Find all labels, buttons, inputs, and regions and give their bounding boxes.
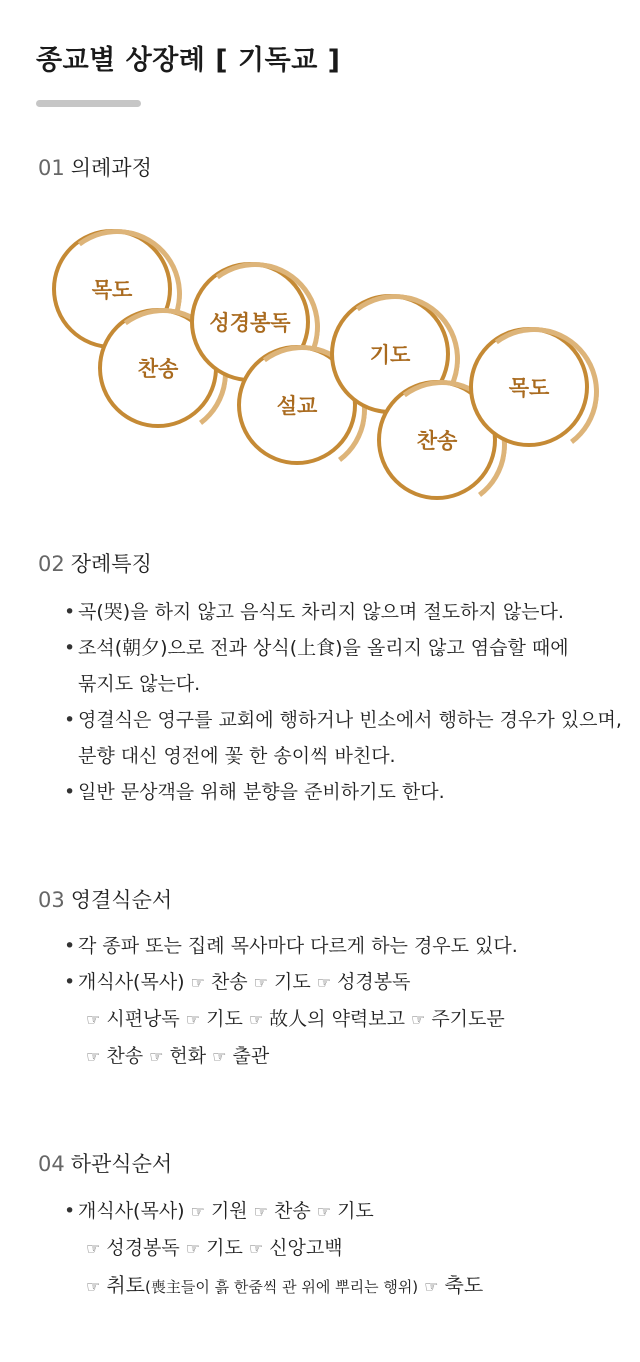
section-number: 02 xyxy=(38,552,65,576)
order-step: 찬송 xyxy=(210,971,248,993)
funeral-order-list xyxy=(64,928,518,1075)
order-step: 기원 xyxy=(210,1200,248,1222)
order-step: 기도 xyxy=(206,1237,243,1259)
pointing-hand-icon: ☞ xyxy=(248,1239,264,1258)
order-step-note: (喪主들이 흙 한줌씩 관 위에 뿌리는 행위) xyxy=(144,1278,419,1296)
page-title: 종교별 상장례 [ 기독교 ] xyxy=(36,45,341,76)
order-line-1 xyxy=(64,1193,483,1230)
section-heading-features xyxy=(38,548,152,578)
order-step: 찬송 xyxy=(274,1200,311,1222)
order-step: 주기도문 xyxy=(431,1008,505,1030)
pointing-hand-icon: ☞ xyxy=(86,1277,101,1296)
order-step: 헌화 xyxy=(169,1045,207,1067)
order-step: 기도 xyxy=(274,971,311,993)
pointing-hand-icon: ☞ xyxy=(190,1202,205,1221)
pointing-hand-icon: ☞ xyxy=(316,973,332,992)
process-step-label: 찬송 xyxy=(416,429,458,453)
order-line-2 xyxy=(64,1230,483,1267)
pointing-hand-icon: ☞ xyxy=(410,1010,426,1029)
section-number: 03 xyxy=(38,888,65,912)
list-item: • 일반 문상객을 위해 분향을 준비하기도 한다. xyxy=(64,774,622,810)
list-item-continuation: 묶지도 않는다. xyxy=(78,673,201,695)
order-step: 기도 xyxy=(337,1200,374,1222)
pointing-hand-icon: ☞ xyxy=(149,1047,164,1066)
pointing-hand-icon: ☞ xyxy=(212,1047,227,1066)
burial-order-list xyxy=(64,1193,483,1305)
pointing-hand-icon: ☞ xyxy=(248,1010,264,1029)
process-step-label: 설교 xyxy=(276,394,318,418)
order-step: 취토 xyxy=(106,1273,145,1297)
pointing-hand-icon: ☞ xyxy=(253,973,269,992)
process-step-label: 기도 xyxy=(369,343,411,367)
section-title: 의례과정 xyxy=(70,156,152,180)
order-step: 기도 xyxy=(206,1008,243,1030)
title-underline xyxy=(36,100,141,107)
pointing-hand-icon: ☞ xyxy=(86,1047,101,1066)
pointing-hand-icon: ☞ xyxy=(190,973,205,992)
list-item: • 각 종파 또는 집례 목사마다 다르게 하는 경우도 있다. xyxy=(64,928,518,964)
order-line-2 xyxy=(64,1001,518,1038)
order-step: 성경봉독 xyxy=(106,1237,180,1259)
order-line-1 xyxy=(64,964,518,1001)
section-heading-funeral-order xyxy=(38,884,172,914)
order-step: 故人의 약력보고 xyxy=(269,1008,405,1030)
order-line-3 xyxy=(64,1267,483,1305)
pointing-hand-icon: ☞ xyxy=(185,1239,201,1258)
pointing-hand-icon: ☞ xyxy=(185,1010,201,1029)
features-list xyxy=(64,594,622,810)
order-step: 개식사(목사) xyxy=(78,1200,185,1222)
section-heading-burial-order xyxy=(38,1148,172,1178)
process-step-7 xyxy=(469,327,589,447)
list-item: • 곡(哭)을 하지 않고 음식도 차리지 않으며 절도하지 않는다. xyxy=(64,594,622,630)
order-step: 신앙고백 xyxy=(269,1237,343,1259)
section-number: 04 xyxy=(38,1152,65,1176)
process-step-label: 목도 xyxy=(508,376,550,400)
order-step: 찬송 xyxy=(106,1045,144,1067)
pointing-hand-icon: ☞ xyxy=(424,1277,439,1296)
process-step-label: 성경봉독 xyxy=(209,311,291,335)
process-step-label: 목도 xyxy=(91,278,133,302)
section-heading-process xyxy=(38,152,152,182)
pointing-hand-icon: ☞ xyxy=(316,1202,332,1221)
list-item: • 조석(朝夕)으로 전과 상식(上食)을 올리지 않고 염습할 때에 xyxy=(64,630,622,666)
section-title: 장례특징 xyxy=(70,552,152,576)
order-step: 개식사(목사) xyxy=(78,971,185,993)
pointing-hand-icon: ☞ xyxy=(86,1010,101,1029)
process-step-label: 찬송 xyxy=(137,357,179,381)
list-item-continuation: 분향 대신 영전에 꽃 한 송이씩 바친다. xyxy=(78,745,396,767)
section-title: 하관식순서 xyxy=(70,1152,173,1176)
order-step: 출관 xyxy=(232,1045,270,1067)
order-step: 축도 xyxy=(444,1273,484,1297)
section-number: 01 xyxy=(38,156,65,180)
section-title: 영결식순서 xyxy=(70,888,173,912)
order-step: 시편낭독 xyxy=(106,1008,180,1030)
pointing-hand-icon: ☞ xyxy=(86,1239,101,1258)
order-line-3 xyxy=(64,1038,518,1075)
pointing-hand-icon: ☞ xyxy=(253,1202,269,1221)
list-item: • 영결식은 영구를 교회에 행하거나 빈소에서 행하는 경우가 있으며, xyxy=(64,702,622,738)
order-step: 성경봉독 xyxy=(337,971,411,993)
